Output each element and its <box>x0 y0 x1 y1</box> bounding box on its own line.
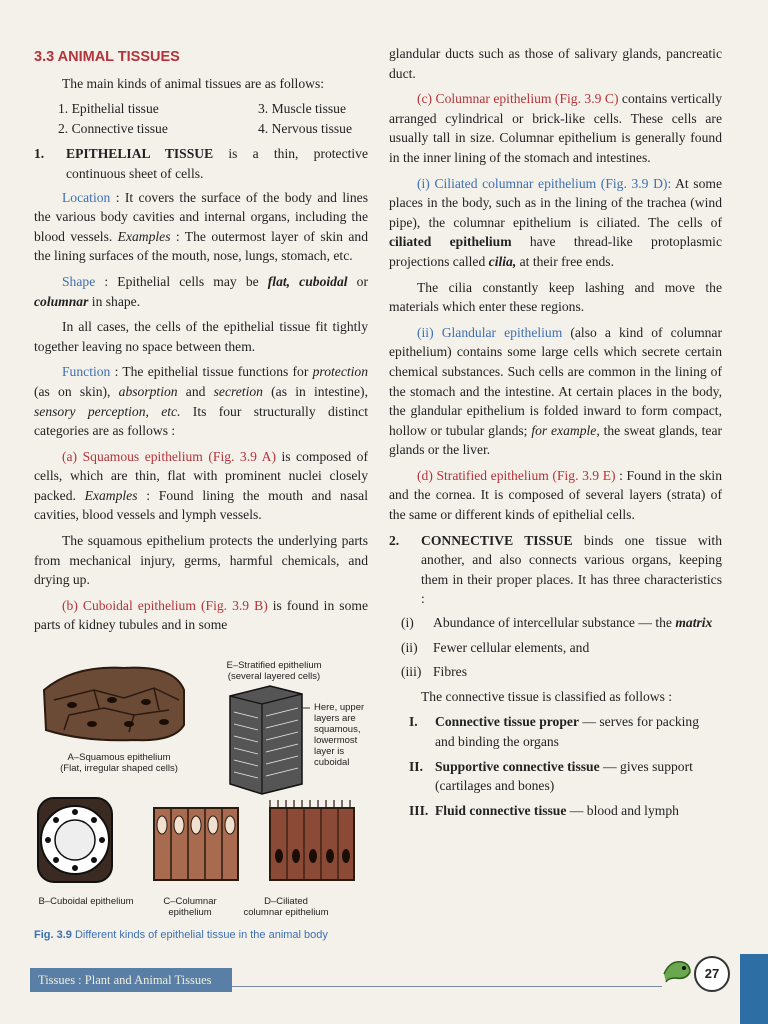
glandular-ducts-text: glandular ducts such as those of salivary glands, pancreatic duct. <box>389 46 722 81</box>
figure-illustrations <box>34 660 374 928</box>
page-number: 27 <box>694 956 730 992</box>
page-edge-bar <box>740 954 768 1024</box>
location-label: Location <box>62 189 111 205</box>
item-number: 2. <box>389 532 400 548</box>
class-item: I. Connective tissue proper — serves for packing and binding the organs <box>409 714 700 749</box>
intro-text: The main kinds of animal tissues are as follows: <box>62 75 325 91</box>
epithelium-figure <box>34 660 374 950</box>
tissue-kinds-list <box>58 99 368 138</box>
figure-label-e: E–Stratified epithelium (several layered cells) <box>226 660 322 682</box>
connective-classes-list <box>409 712 722 820</box>
right-column <box>389 44 722 825</box>
squamous-epithelium-illustration <box>44 668 184 741</box>
location-paragraph: Location : It covers the surface of the body and lines the various body cavities and internal organs, including the blood vessels. Examples : The outermost layer of skin and the lining surfaces of the mouth, nose, lungs, stomach, etc. <box>34 189 368 264</box>
figure-label-b: B–Cuboidal epithelium <box>38 896 134 907</box>
ciliated-heading: (i) Ciliated columnar epithelium (Fig. 3.9 D): <box>417 175 672 191</box>
shape-paragraph: Shape : Epithelial cells may be flat, cuboidal or columnar in shape. <box>34 273 368 309</box>
ciliated-paragraph: (i) Ciliated columnar epithelium (Fig. 3.9 D): At some places in the body, such as in the lining of the trachea (wind pipe), the columnar epithelium is ciliated. The cells of ciliated epithelium have thread-like protoplasmic projections called cilia, at their free ends. <box>389 175 722 269</box>
ciliated-columnar-illustration <box>270 800 354 880</box>
characteristic-item: (ii) Fewer cellular elements, and <box>401 639 590 655</box>
cuboidal-epithelium-illustration <box>38 798 112 882</box>
class-item: III. Fluid connective tissue — blood and lymph <box>409 802 679 818</box>
columnar-heading: (c) Columnar epithelium (Fig. 3.9 C) <box>417 91 619 107</box>
kind-item: 4. Nervous tissue <box>258 120 353 136</box>
characteristic-item: (iii) Fibres <box>401 664 467 680</box>
section-title: 3.3 ANIMAL TISSUES <box>34 49 180 65</box>
figure-note-e: Here, upper layers are squamous, lowermost layer is cuboidal <box>314 702 365 768</box>
kind-item: 2. Connective tissue <box>58 120 168 136</box>
columnar-paragraph: (c) Columnar epithelium (Fig. 3.9 C) contains vertically arranged cylindrical or brick-like cells. These cells are usually tall in size. Columnar epithelium is generally found in the inner lining of the stomach and intestines. <box>389 91 722 165</box>
cilia-lash-paragraph: The cilia constantly keep lashing and move the materials which enter these regions. <box>389 279 722 315</box>
function-label: Function <box>62 364 111 380</box>
stratified-paragraph: (d) Stratified epithelium (Fig. 3.9 E) : Found in the skin and the cornea. It is composed of several layers (strata) of the same or different kinds of epithelial cells. <box>389 467 722 523</box>
squamous-protects-paragraph: The squamous epithelium protects the underlying parts from mechanical injury, germs, harmful chemicals, and drying up. <box>34 533 368 588</box>
left-column <box>34 44 368 641</box>
epithelial-title: EPITHELIAL TISSUE <box>66 146 214 162</box>
squamous-paragraph: (a) Squamous epithelium (Fig. 3.9 A) is composed of cells, which are thin, flat with prominent nuclei closely packed. Examples : Found lining the mouth and nasal cavities, blood vessels and lymph vessels. <box>34 448 368 523</box>
kind-item: 3. Muscle tissue <box>258 101 346 117</box>
all-cases-paragraph: In all cases, the cells of the epithelial tissue fit tightly together leaving no space between them. <box>34 319 368 354</box>
kind-item: 1. Epithelial tissue <box>58 101 159 117</box>
cuboidal-heading: (b) Cuboidal epithelium (Fig. 3.9 B) <box>62 597 268 613</box>
stratified-epithelium-illustration <box>230 686 310 794</box>
shape-label: Shape <box>62 273 96 289</box>
glandular-paragraph: (ii) Glandular epithelium (also a kind of columnar epithelium) contains some large cells which secrete certain chemical substances. Such cells are common in the lining of the stomach and the intestine. At certain places in the body, the glandular epithelium is folded inward to form compact, hollow or tubular glands; for example, the sweat glands, tear glands or the liver. <box>389 324 723 458</box>
connective-heading: 2. CONNECTIVE TISSUE binds one tissue with another, and also connects various organs, keeping them in their proper places. It has three characteristics : <box>389 531 722 609</box>
columnar-epithelium-illustration <box>154 808 238 880</box>
figure-label-d: D–Ciliated columnar epithelium <box>243 896 329 918</box>
classified-text: The connective tissue is classified as follows : <box>421 688 673 704</box>
stratified-heading: (d) Stratified epithelium (Fig. 3.9 E) <box>417 467 616 483</box>
characteristic-item: (i) Abundance of intercellular substance — the matrix <box>401 615 713 631</box>
item-number: 1. <box>34 146 45 162</box>
connective-title: CONNECTIVE TISSUE <box>421 532 573 548</box>
cuboidal-paragraph: (b) Cuboidal epithelium (Fig. 3.9 B) is found in some parts of kidney tubules and in some <box>34 597 368 633</box>
glandular-heading: (ii) Glandular epithelium <box>417 324 563 340</box>
function-paragraph: Function : The epithelial tissue functions for protection (as on skin), absorption and secretion (as in intestine), sensory perception, etc. Its four structurally distinct categories are as follows : <box>34 364 368 439</box>
figure-label-c: C–Columnar epithelium <box>163 896 217 918</box>
class-item: II. Supportive connective tissue — gives support (cartilages and bones) <box>409 758 693 794</box>
figure-label-a: A–Squamous epithelium (Flat, irregular shaped cells) <box>60 752 178 774</box>
epithelial-heading: 1. EPITHELIAL TISSUE is a thin, protective continuous sheet of cells. <box>34 144 368 183</box>
footer-divider <box>232 986 662 987</box>
figure-caption: Fig. 3.9 Different kinds of epithelial tissue in the animal body <box>34 929 328 941</box>
squamous-heading: (a) Squamous epithelium (Fig. 3.9 A) <box>62 448 276 464</box>
footer-chapter-band: Tissues : Plant and Animal Tissues <box>30 968 232 992</box>
chameleon-icon <box>660 952 696 986</box>
